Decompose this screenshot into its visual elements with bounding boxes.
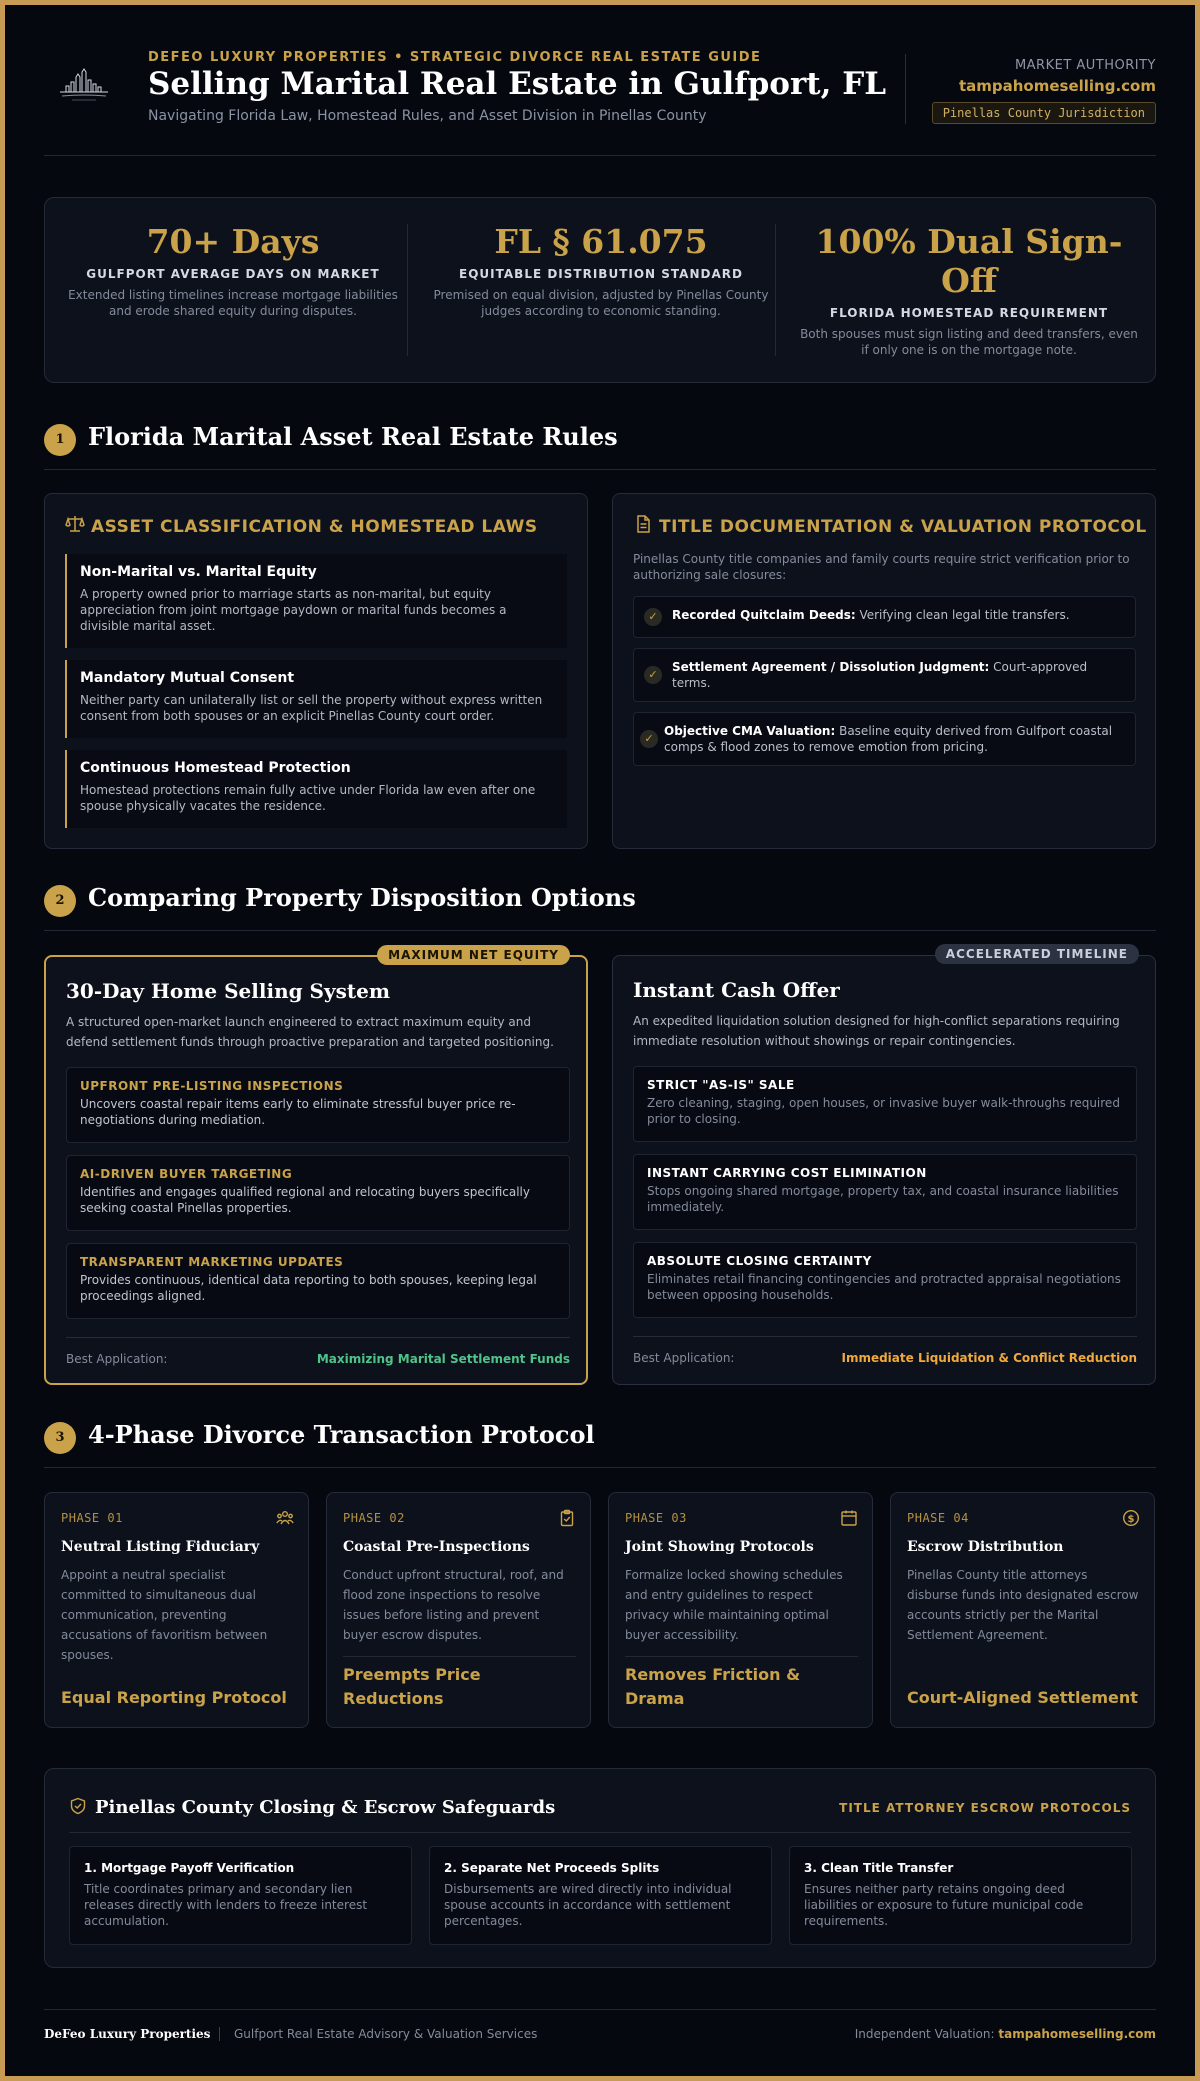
option-footer xyxy=(66,1337,570,1366)
document-icon xyxy=(633,514,653,534)
option-feature-body: Uncovers coastal repair items early to eliminate stressful buyer price re-negotiations during mediation. xyxy=(80,1097,516,1127)
phase-divider xyxy=(625,1656,858,1657)
phase-title: Neutral Listing Fiduciary xyxy=(61,1539,260,1555)
section-heading-3 xyxy=(44,1420,1156,1468)
option-feature xyxy=(66,1067,570,1143)
svg-text:$: $ xyxy=(1127,1514,1135,1525)
section-heading-1 xyxy=(44,422,1156,470)
stat-days-on-market xyxy=(63,222,403,319)
skyline-logo-icon xyxy=(58,68,110,104)
stat-value: FL § 61.075 xyxy=(494,222,708,261)
phase-body: Pinellas County title attorneys disburse funds into designated escrow accounts strictly per the Marital Settlement Agreement. xyxy=(907,1568,1139,1642)
panel-title-text: TITLE DOCUMENTATION & VALUATION PROTOCOL xyxy=(659,517,1147,537)
rule-heading: Continuous Homestead Protection xyxy=(80,760,351,776)
footer-valuation-label: Independent Valuation: xyxy=(854,2027,999,2041)
rule-body: A property owned prior to marriage starts as non-marital, but equity appreciation from joint mortgage paydown or marital funds becomes a divisible marital asset. xyxy=(80,587,507,633)
checklist-item xyxy=(633,712,1136,766)
safeguards-title-text: Pinellas County Closing & Escrow Safeguards xyxy=(95,1797,556,1818)
best-application-value: Immediate Liquidation & Conflict Reduction xyxy=(841,1351,1137,1365)
panel-title xyxy=(633,514,1147,537)
phase-outcome: Court-Aligned Settlement xyxy=(907,1688,1138,1707)
phase-number: PHASE 01 xyxy=(61,1511,123,1525)
option-feature-head: UPFRONT PRE-LISTING INSPECTIONS xyxy=(80,1079,344,1093)
footer-brand: DeFeo Luxury Properties xyxy=(44,2027,211,2041)
best-application-label: Best Application: xyxy=(66,1352,168,1366)
closing-safeguards-panel xyxy=(44,1768,1156,1968)
safeguard-body: Disbursements are wired directly into individual spouse accounts in accordance with settlement percentages. xyxy=(444,1882,732,1928)
phase-title: Joint Showing Protocols xyxy=(625,1539,814,1555)
phase-number: PHASE 02 xyxy=(343,1511,405,1525)
stat-desc: Both spouses must sign listing and deed transfers, even if only one is on the mortgage note. xyxy=(800,327,1138,357)
option-feature-head: AI-DRIVEN BUYER TARGETING xyxy=(80,1167,293,1181)
stat-value: 70+ Days xyxy=(146,222,320,261)
option-card-instant-cash-offer xyxy=(612,947,1156,1385)
checklist-item-head: Recorded Quitclaim Deeds: xyxy=(672,608,856,622)
best-application-value: Maximizing Marital Settlement Funds xyxy=(316,1352,570,1366)
rule-item xyxy=(65,750,567,828)
stats-panel xyxy=(44,197,1156,383)
safeguards-divider xyxy=(69,1832,1131,1833)
stat-divider xyxy=(775,224,776,356)
phase-card xyxy=(890,1492,1155,1728)
page-frame xyxy=(5,5,1195,2076)
market-site-link[interactable]: tampahomeselling.com xyxy=(958,77,1156,95)
check-icon: ✓ xyxy=(640,730,658,748)
checklist-item xyxy=(633,596,1136,638)
phase-body: Formalize locked showing schedules and entry guidelines to respect privacy while maintaining optimal buyer accessibility. xyxy=(625,1568,843,1642)
footer-separator xyxy=(219,2027,220,2041)
header-divider-rule xyxy=(44,155,1156,156)
option-feature-body: Stops ongoing shared mortgage, property tax, and coastal insurance liabilities immediately. xyxy=(647,1184,1119,1214)
stat-desc: Extended listing timelines increase mortgage liabilities and erode shared equity during disputes. xyxy=(68,288,398,318)
clipboard-check-icon xyxy=(558,1509,576,1527)
option-desc: A structured open-market launch engineered to extract maximum equity and defend settlement funds through proactive preparation and targeted positioning. xyxy=(66,1015,554,1049)
safeguard-heading: 1. Mortgage Payoff Verification xyxy=(84,1861,295,1875)
footer-site-link[interactable]: tampahomeselling.com xyxy=(998,2027,1156,2041)
safeguard-card xyxy=(69,1846,412,1945)
option-feature xyxy=(633,1154,1137,1230)
option-feature-body: Eliminates retail financing contingencies and protracted appraisal negotiations between opposing households. xyxy=(647,1272,1121,1302)
section-title: 4-Phase Divorce Transaction Protocol xyxy=(88,1420,595,1449)
option-title: Instant Cash Offer xyxy=(633,978,840,1002)
option-feature-body: Identifies and engages qualified regional and relocating buyers specifically seeking coastal Pinellas properties. xyxy=(80,1185,530,1215)
checklist-item-body: Verifying clean legal title transfers. xyxy=(855,608,1070,622)
safeguard-card xyxy=(789,1846,1132,1945)
phase-body: Appoint a neutral specialist committed to simultaneous dual communication, preventing accusations of favoritism between spouses. xyxy=(61,1568,268,1662)
option-desc: An expedited liquidation solution designed for high-conflict separations requiring immediate resolution without showings or repair contingencies. xyxy=(633,1014,1120,1048)
phase-number: PHASE 04 xyxy=(907,1511,969,1525)
section-title: Comparing Property Disposition Options xyxy=(88,883,636,912)
option-card-30-day-system xyxy=(44,948,588,1385)
option-badge: ACCELERATED TIMELINE xyxy=(935,944,1139,964)
option-feature xyxy=(66,1243,570,1319)
option-feature-head: ABSOLUTE CLOSING CERTAINTY xyxy=(647,1254,872,1268)
title-documentation-panel xyxy=(612,493,1156,849)
jurisdiction-badge: Pinellas County Jurisdiction xyxy=(932,102,1156,124)
option-feature-body: Provides continuous, identical data reporting to both spouses, keeping legal proceedings aligned. xyxy=(80,1273,537,1303)
stat-desc: Premised on equal division, adjusted by Pinellas County judges according to economic standing. xyxy=(433,288,769,318)
safeguard-heading: 2. Separate Net Proceeds Splits xyxy=(444,1861,660,1875)
header-divider xyxy=(905,54,906,124)
phase-card xyxy=(44,1492,309,1728)
option-feature xyxy=(633,1242,1137,1318)
check-icon: ✓ xyxy=(644,608,662,626)
safeguards-title xyxy=(69,1797,555,1818)
panel-intro: Pinellas County title companies and family courts require strict verification prior to authorizing sale closures: xyxy=(633,552,1130,582)
rule-item xyxy=(65,660,567,738)
option-feature xyxy=(633,1066,1137,1142)
section-title: Florida Marital Asset Real Estate Rules xyxy=(88,422,618,451)
best-application-label: Best Application: xyxy=(633,1351,735,1365)
checklist-item-head: Settlement Agreement / Dissolution Judgment: xyxy=(672,660,990,674)
check-icon: ✓ xyxy=(644,666,662,684)
checklist-item-head: Objective CMA Valuation: xyxy=(664,724,836,738)
option-badge: MAXIMUM NET EQUITY xyxy=(377,945,570,965)
scales-icon xyxy=(65,514,85,534)
stat-label: GULFPORT AVERAGE DAYS ON MARKET xyxy=(86,267,380,281)
phase-card xyxy=(326,1492,591,1728)
option-feature-head: INSTANT CARRYING COST ELIMINATION xyxy=(647,1166,927,1180)
checklist-item-body: Court-approved terms. xyxy=(672,660,1088,690)
dollar-coin-icon xyxy=(1122,1509,1140,1527)
safeguards-tag: TITLE ATTORNEY ESCROW PROTOCOLS xyxy=(839,1801,1131,1815)
shield-check-icon xyxy=(69,1797,87,1815)
rule-heading: Mandatory Mutual Consent xyxy=(80,670,295,686)
safeguard-card xyxy=(429,1846,772,1945)
phase-outcome: Removes Friction & Drama xyxy=(625,1665,801,1708)
stat-homestead-requirement xyxy=(799,222,1139,358)
stat-label: FLORIDA HOMESTEAD REQUIREMENT xyxy=(829,306,1109,320)
stat-value: 100% Dual Sign-Off xyxy=(815,222,1123,300)
phase-outcome: Equal Reporting Protocol xyxy=(61,1688,287,1707)
safeguard-body: Ensures neither party retains ongoing deed liabilities or exposure to future municipal code requirements. xyxy=(804,1882,1084,1928)
phase-divider xyxy=(343,1656,576,1657)
option-title: 30-Day Home Selling System xyxy=(66,979,391,1003)
safeguard-body: Title coordinates primary and secondary lien releases directly with lenders to freeze interest accumulation. xyxy=(84,1882,368,1928)
footer-valuation xyxy=(855,2027,1156,2041)
stat-label: EQUITABLE DISTRIBUTION STANDARD xyxy=(459,267,743,281)
footer-description: Gulfport Real Estate Advisory & Valuation Services xyxy=(234,2027,538,2041)
asset-classification-panel xyxy=(44,493,588,849)
phase-card xyxy=(608,1492,873,1728)
checklist-item xyxy=(633,648,1136,702)
checklist-item-body: Baseline equity derived from Gulfport coastal comps & flood zones to remove emotion from pricing. xyxy=(664,724,1113,754)
option-feature-head: TRANSPARENT MARKETING UPDATES xyxy=(80,1255,344,1269)
option-footer xyxy=(633,1336,1137,1365)
stat-divider xyxy=(407,224,408,356)
safeguard-heading: 3. Clean Title Transfer xyxy=(804,1861,954,1875)
rule-body: Neither party can unilaterally list or sell the property without express written consent from both spouses or an explicit Pinellas County court order. xyxy=(80,693,543,723)
section-number: 1 xyxy=(44,424,76,456)
phase-number: PHASE 03 xyxy=(625,1511,687,1525)
page-subtitle: Navigating Florida Law, Homestead Rules, and Asset Division in Pinellas County xyxy=(148,108,707,124)
panel-title xyxy=(65,514,538,537)
section-number: 2 xyxy=(44,885,76,917)
rule-body: Homestead protections remain fully active under Florida law even after one spouse physically vacates the residence. xyxy=(80,783,536,813)
header-eyebrow: DEFEO LUXURY PROPERTIES • STRATEGIC DIVORCE REAL ESTATE GUIDE xyxy=(148,50,762,65)
market-authority-label: MARKET AUTHORITY xyxy=(1014,58,1156,73)
rule-heading: Non-Marital vs. Marital Equity xyxy=(80,564,317,580)
phase-title: Coastal Pre-Inspections xyxy=(343,1539,530,1555)
footer-divider xyxy=(44,2009,1156,2010)
section-number: 3 xyxy=(44,1422,76,1454)
panel-title-text: ASSET CLASSIFICATION & HOMESTEAD LAWS xyxy=(91,517,538,537)
phase-title: Escrow Distribution xyxy=(907,1539,1064,1555)
phase-outcome: Preempts Price Reductions xyxy=(343,1665,481,1708)
option-feature-body: Zero cleaning, staging, open houses, or invasive buyer walk-throughs required prior to closing. xyxy=(647,1096,1120,1126)
page-header xyxy=(44,40,1156,125)
calendar-icon xyxy=(840,1509,858,1527)
section-heading-2 xyxy=(44,883,1156,931)
stat-equitable-distribution xyxy=(431,222,771,319)
page-title: Selling Marital Real Estate in Gulfport, FL xyxy=(148,66,887,102)
rule-item xyxy=(65,554,567,648)
option-feature xyxy=(66,1155,570,1231)
option-feature-head: STRICT "AS-IS" SALE xyxy=(647,1078,795,1092)
people-icon xyxy=(276,1509,294,1527)
phase-body: Conduct upfront structural, roof, and flood zone inspections to resolve issues before listing and prevent buyer escrow disputes. xyxy=(343,1568,564,1642)
